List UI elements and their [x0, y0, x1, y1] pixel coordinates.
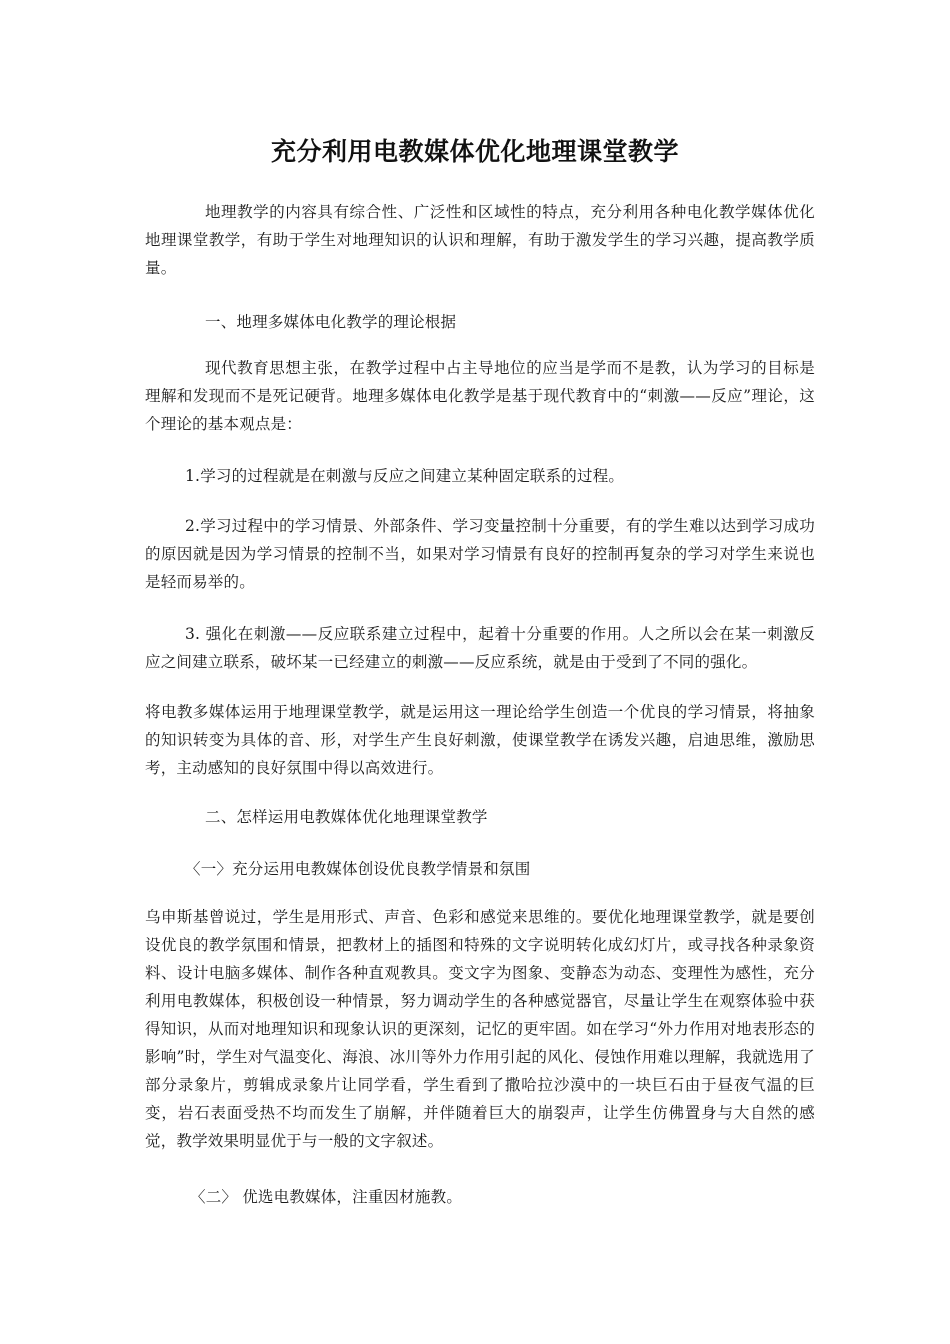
point-3: 3. 强化在刺激——反应联系建立过程中，起着十分重要的作用。人之所以会在某一刺激反应之间建立联系，破坏某一已经建立的刺激——反应系统，就是由于受到了不同的强化。 — [145, 625, 815, 671]
section-1-paragraph-2: 将电教多媒体运用于地理课堂教学，就是运用这一理论给学生创造一个优良的学习情景，将抽象的知识转变为具体的音、形，对学生产生良好刺激，使课堂教学在诱发兴趣，启迪思维，激励思考，主动感知的良好氛围中得以高效进行。 — [145, 703, 815, 777]
document-title: 充分利用电教媒体优化地理课堂教学 — [270, 137, 679, 166]
section-2-heading: 二、怎样运用电教媒体优化地理课堂教学 — [205, 808, 488, 826]
subsection-2-heading: 〈二〉 优选电教媒体，注重因材施教。 — [190, 1188, 463, 1206]
point-1: 1.学习的过程就是在刺激与反应之间建立某种固定联系的过程。 — [185, 467, 625, 485]
section-1-paragraph-1: 现代教育思想主张，在教学过程中占主导地位的应当是学而不是教，认为学习的目标是理解和发现而不是死记硬背。地理多媒体电化教学是基于现代教育中的“刺激——反应”理论，这个理论的基本观点是： — [145, 359, 815, 433]
section-1-heading: 一、地理多媒体电化教学的理论根据 — [205, 313, 457, 331]
intro-paragraph: 地理教学的内容具有综合性、广泛性和区域性的特点，充分利用各种电化教学媒体优化地理课堂教学，有助于学生对地理知识的认识和理解，有助于激发学生的学习兴趣，提高教学质量。 — [145, 203, 815, 277]
subsection-1-heading: 〈一〉充分运用电教媒体创设优良教学情景和氛围 — [185, 860, 531, 878]
point-2: 2.学习过程中的学习情景、外部条件、学习变量控制十分重要，有的学生难以达到学习成功的原因就是因为学习情景的控制不当，如果对学习情景有良好的控制再复杂的学习对学生来说也是轻而易举的。 — [145, 517, 815, 591]
subsection-1-paragraph: 乌申斯基曾说过，学生是用形式、声音、色彩和感觉来思维的。要优化地理课堂教学，就是要创设优良的教学氛围和情景，把教材上的插图和特殊的文字说明转化成幻灯片，或寻找各种录象资料、设计电脑多媒体、制作各种直观教具。变文字为图象、变静态为动态、变理性为感性，充分利用电教媒体，积极创设一种情景，努力调动学生的各种感觉器官，尽量让学生在观察体验中获得知识，从而对地理知识和现象认识的更深刻，记忆的更牢固。如在学习“外力作用对地表形态的影响”时，学生对气温变化、海浪、冰川等外力作用引起的风化、侵蚀作用难以理解，我就选用了部分录象片，剪辑成录象片让同学看，学生看到了撒哈拉沙漠中的一块巨石由于昼夜气温的巨变，岩石表面受热不均而发生了崩解，并伴随着巨大的崩裂声，让学生仿佛置身与大自然的感觉，教学效果明显优于与一般的文字叙述。 — [145, 908, 815, 1150]
